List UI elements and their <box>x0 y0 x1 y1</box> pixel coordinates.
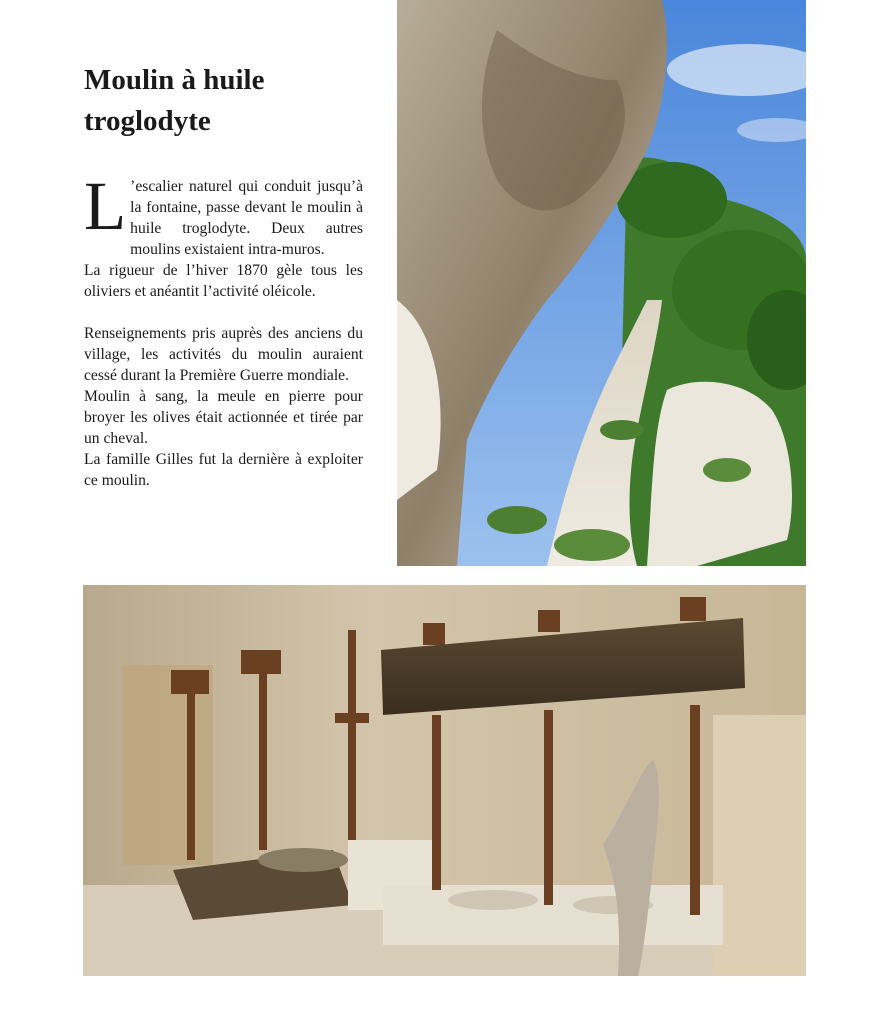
rock-path-photo <box>397 0 806 566</box>
drop-cap: L <box>84 168 127 244</box>
screw-post <box>690 705 700 915</box>
shrub <box>487 506 547 534</box>
stone-block-wall <box>713 715 806 975</box>
stone-pillar <box>123 665 213 865</box>
oil-press-illustration <box>83 585 806 976</box>
title-line-2: troglodyte <box>84 105 211 137</box>
screw-nut <box>241 650 281 674</box>
oil-press-photo <box>83 585 806 976</box>
paragraph-1 <box>84 168 363 260</box>
millstone <box>258 848 348 872</box>
screw-nut <box>538 610 560 632</box>
screw-post <box>348 630 356 840</box>
paragraph-5: La famille Gilles fut la dernière à exploiter ce moulin. <box>84 451 363 489</box>
paragraph-4: Moulin à sang, la meule en pierre pour broyer les olives était actionnée et tirée par un cheval. <box>84 388 363 447</box>
press-plate <box>448 890 538 910</box>
title-line-1: Moulin à huile <box>84 64 265 96</box>
shrub <box>703 458 751 482</box>
screw-post <box>259 670 267 850</box>
paragraph-3: Renseignements pris auprès des anciens du village, les activités du moulin auraient cessé durant la Première Guerre mondiale. <box>84 325 363 384</box>
screw-collar <box>335 713 369 723</box>
paragraph-2: La rigueur de l’hiver 1870 gèle tous les oliviers et anéantit l’activité oléicole. <box>84 262 363 300</box>
screw-nut <box>423 623 445 645</box>
screw-post <box>187 690 195 860</box>
paragraph-1-text: ’escalier naturel qui conduit jusqu’à la fontaine, passe devant le moulin à huile troglodyte. Deux autres moulins existaient intra-muros. <box>130 178 363 258</box>
rock-path-illustration <box>397 0 806 566</box>
screw-nut <box>680 597 706 621</box>
shrub <box>554 529 630 561</box>
screw-post <box>544 710 553 905</box>
screw-post <box>432 715 441 890</box>
shrub <box>600 420 644 440</box>
screw-nut <box>171 670 209 694</box>
article-body <box>84 168 363 491</box>
page-title <box>84 60 374 142</box>
